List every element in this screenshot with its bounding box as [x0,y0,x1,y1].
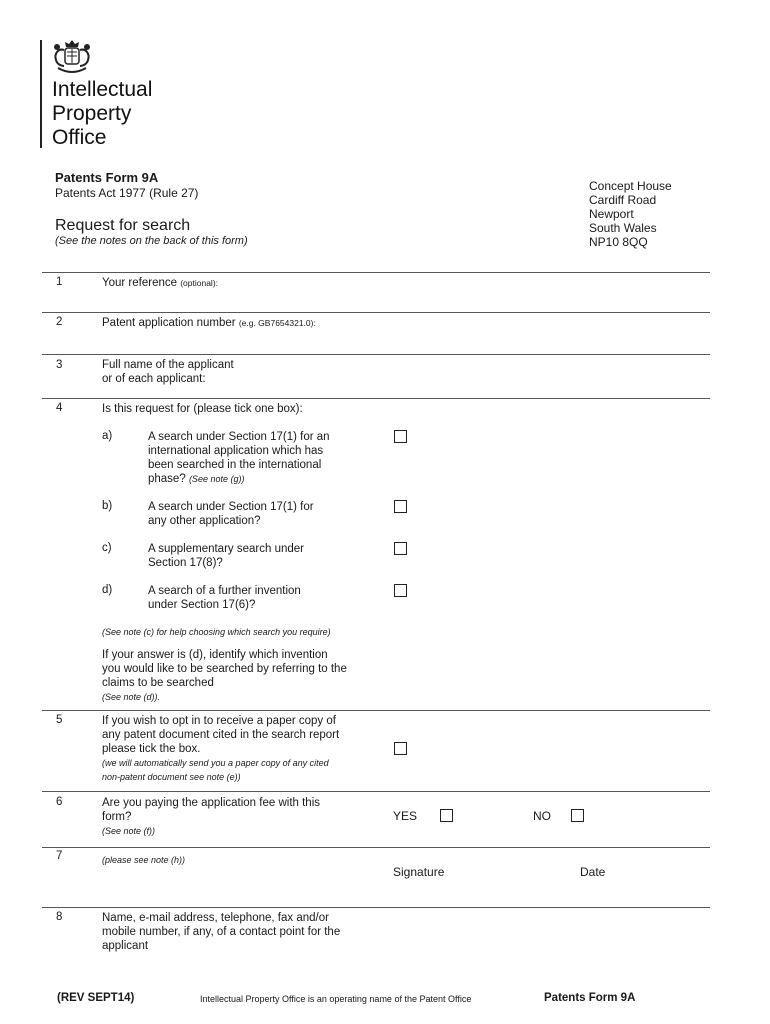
q5-paper-copy-checkbox[interactable] [394,742,407,755]
footer-revision: (REV SEPT14) [57,992,135,1004]
footer-form-name: Patents Form 9A [544,992,636,1004]
section-divider [42,791,710,792]
date-label: Date [580,865,606,879]
q6-number: 6 [56,796,63,808]
q4b-checkbox[interactable] [394,500,407,513]
q6-label: Are you paying the application fee with this form? (See note (f)) [102,797,320,836]
q4c-checkbox[interactable] [394,542,407,555]
section-divider [42,907,710,908]
q4-identify-text: If your answer is (d), identify which invention you would like to be searched by referring to the claims to be searched (See note (d)). [102,649,347,702]
q6-no-checkbox[interactable] [571,809,584,822]
q2-number: 2 [56,316,63,328]
q4d-checkbox[interactable] [394,584,407,597]
form-act: Patents Act 1977 (Rule 27) [55,186,199,200]
q7-number: 7 [56,850,63,862]
q4d-letter: d) [102,584,113,596]
q4d-text: A search of a further invention under Section 17(6)? [148,585,301,611]
q4-number: 4 [56,402,63,414]
request-notes: (See the notes on the back of this form) [55,235,248,247]
section-divider [42,354,710,355]
q4b-letter: b) [102,500,113,512]
office-address: Concept House Cardiff Road Newport South Wales NP10 8QQ [589,179,672,249]
q4c-text: A supplementary search under Section 17(8)? [148,543,304,569]
q4a-letter: a) [102,430,113,442]
q4-label: Is this request for (please tick one box): [102,403,303,415]
q6-yes-checkbox[interactable] [440,809,453,822]
q4a-text: A search under Section 17(1) for an international application which has been searched in the international phase? (See note (g)) [148,431,330,485]
section-divider [42,710,710,711]
section-divider [42,847,710,848]
q4b-text: A search under Section 17(1) for any other application? [148,501,314,527]
q4a-checkbox[interactable] [394,430,407,443]
q6-no-label: NO [533,809,551,823]
royal-crest-icon [50,38,94,76]
q1-label: Your reference (optional): [102,277,219,289]
q8-number: 8 [56,911,63,923]
logo-wordmark: Intellectual Property Office [52,78,153,149]
q3-number: 3 [56,359,63,371]
q3-label: Full name of the applicant or of each applicant: [102,359,234,385]
logo-divider [40,40,42,148]
form-title: Patents Form 9A [55,170,159,185]
q4-help-note: (See note (c) for help choosing which search you require) [102,627,331,637]
q8-label: Name, e-mail address, telephone, fax and/or mobile number, if any, of a contact point for the applicant [102,912,341,952]
request-title: Request for search [55,217,191,234]
section-divider [42,312,710,313]
q1-number: 1 [56,276,63,288]
section-divider [42,398,710,399]
q6-yes-label: YES [393,809,418,823]
section-divider [42,272,710,273]
q5-label: If you wish to opt in to receive a paper copy of any patent document cited in the search report please tick the box. (we will automatically send you a paper copy of any cited non-patent document see note (e)) [102,715,340,782]
q4c-letter: c) [102,542,112,554]
q2-label: Patent application number (e.g. GB7654321.0): [102,317,316,329]
q7-note: (please see note (h)) [102,855,186,865]
signature-label: Signature [393,865,445,879]
footer-operating-name: Intellectual Property Office is an operating name of the Patent Office [200,994,472,1004]
q5-number: 5 [56,714,63,726]
